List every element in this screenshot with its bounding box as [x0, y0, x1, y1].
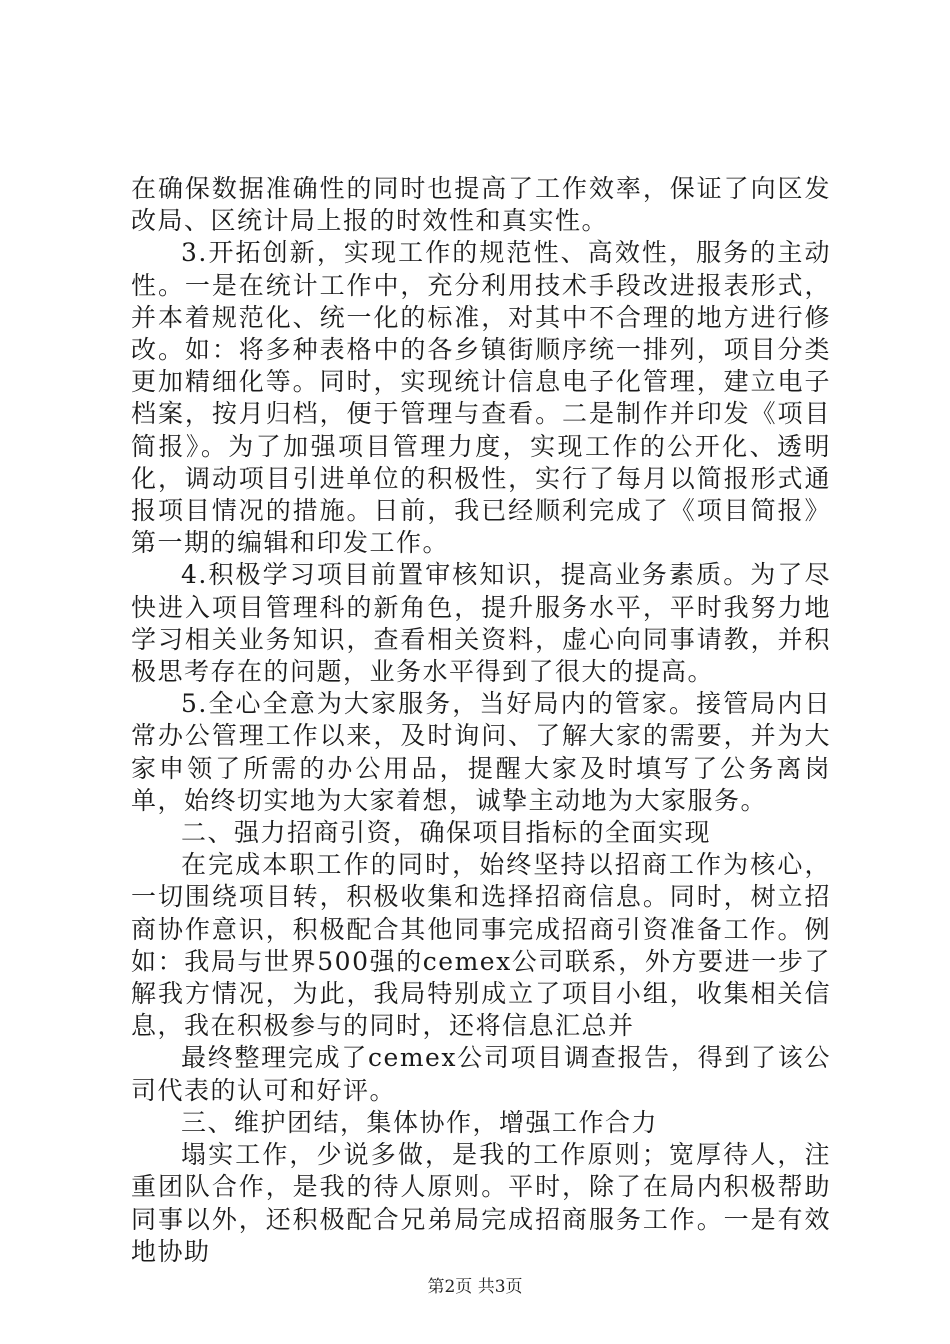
page-number-footer: 第2页 共3页 [427, 1277, 523, 1297]
paragraph-5: 在完成本职工作的同时，始终坚持以招商工作为核心，一切围绕项目转，积极收集和选择招商信息。同时，树立招商协作意识，积极配合其他同事完成招商引资准备工作。例如：我局与世界500强的cemex公司联系，外方要进一步了解我方情况，为此，我局特别成立了项目小组，收集相关信息，我在积极参与的同时，还将信息汇总并 [131, 850, 831, 1041]
body-text [131, 173, 831, 1268]
paragraph-4: 5.全心全意为大家服务，当好局内的管家。接管局内日常办公管理工作以来，及时询问、了解大家的需要，并为大家申领了所需的办公用品，提醒大家及时填写了公务离岗单，始终切实地为大家着想，诚挚主动地为大家服务。 [131, 689, 831, 815]
paragraph-3: 4.积极学习项目前置审核知识，提高业务素质。为了尽快进入项目管理科的新角色，提升服务水平，平时我努力地学习相关业务知识，查看相关资料，虚心向同事请教，并积极思考存在的问题，业务水平得到了很大的提高。 [131, 560, 831, 687]
paragraph-6: 最终整理完成了cemex公司项目调查报告，得到了该公司代表的认可和好评。 [131, 1043, 831, 1105]
paragraph-1: 在确保数据准确性的同时也提高了工作效率，保证了向区发改局、区统计局上报的时效性和真实性。 [131, 174, 831, 236]
paragraph-2: 3.开拓创新，实现工作的规范性、高效性，服务的主动性。一是在统计工作中，充分利用技术手段改进报表形式，并本着规范化、统一化的标准，对其中不合理的地方进行修改。如：将多种表格中的各乡镇街顺序统一排列，项目分类更加精细化等。同时，实现统计信息电子化管理，建立电子档案，按月归档，便于管理与查看。二是制作并印发《项目简报》。为了加强项目管理力度，实现工作的公开化、透明化，调动项目引进单位的积极性，实行了每月以简报形式通报项目情况的措施。日前，我已经顺利完成了《项目简报》第一期的编辑和印发工作。 [131, 238, 831, 558]
section-heading-2: 二、强力招商引资，确保项目指标的全面实现 [181, 818, 712, 848]
paragraph-7: 塌实工作，少说多做，是我的工作原则；宽厚待人，注重团队合作，是我的待人原则。平时，除了在局内积极帮助同事以外，还积极配合兄弟局完成招商服务工作。一是有效地协助 [131, 1140, 831, 1266]
section-heading-3: 三、维护团结，集体协作，增强工作合力 [181, 1107, 659, 1137]
